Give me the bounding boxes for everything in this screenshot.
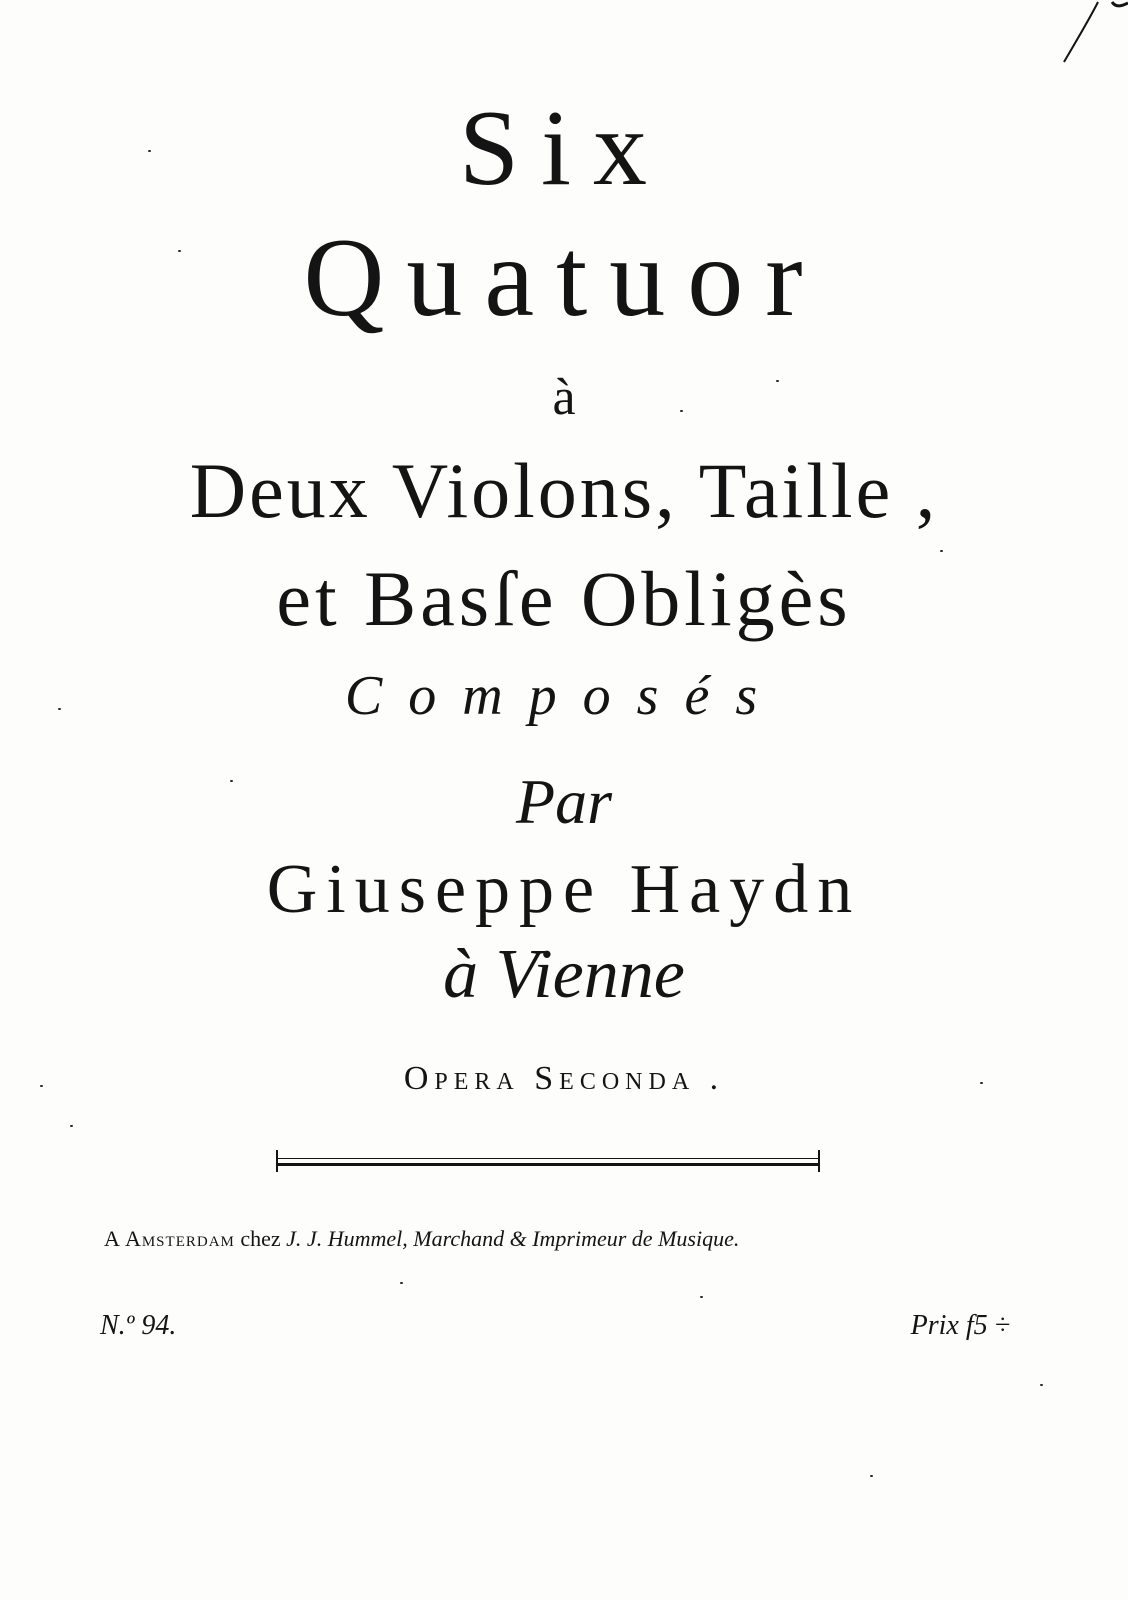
paper-speck xyxy=(178,250,181,252)
handwritten-stroke-icon xyxy=(1028,0,1128,70)
title-line-quatuor: Quatuor xyxy=(303,216,825,340)
imprint-chez: chez xyxy=(240,1226,281,1251)
price: Prix f5 ÷ xyxy=(910,1310,1010,1341)
publisher-imprint xyxy=(104,1228,739,1250)
composer-city: à Vienne xyxy=(443,936,685,1013)
rule-thin-line xyxy=(276,1158,820,1159)
paper-speck xyxy=(980,1082,983,1084)
rule-cap-left xyxy=(276,1150,278,1172)
decorative-rule xyxy=(276,1150,820,1172)
instruments-line-1: Deux Violons, Taille , xyxy=(189,447,939,534)
paper-speck xyxy=(680,410,683,412)
paper-speck xyxy=(40,1085,43,1087)
paper-speck xyxy=(230,780,233,782)
paper-speck xyxy=(940,550,943,552)
paper-speck xyxy=(870,1475,873,1477)
imprint-location: A Amsterdam xyxy=(104,1226,235,1251)
rule-thick-line xyxy=(276,1163,820,1166)
par-text: Par xyxy=(516,766,612,837)
imprint-trade: Marchand & Imprimeur de Musique. xyxy=(413,1226,740,1251)
paper-speck xyxy=(700,1296,703,1298)
paper-speck xyxy=(1040,1384,1043,1386)
title-line-six: Six xyxy=(458,89,670,208)
imprint-publisher: J. J. Hummel, xyxy=(286,1226,408,1251)
paper-speck xyxy=(58,708,61,710)
paper-speck xyxy=(776,380,779,382)
paper-speck xyxy=(400,1282,403,1284)
instruments-line-2: et Basſe Obligès xyxy=(276,555,852,642)
opus-number: Opera Seconda . xyxy=(403,1060,725,1097)
preposition: à xyxy=(552,369,576,426)
paper-speck xyxy=(70,1125,73,1127)
plate-number: N.º 94. xyxy=(100,1310,177,1341)
composes-text: Composés xyxy=(344,665,784,727)
rule-cap-right xyxy=(818,1150,820,1172)
composer-name: Giuseppe Haydn xyxy=(266,851,862,928)
paper-speck xyxy=(148,150,151,152)
